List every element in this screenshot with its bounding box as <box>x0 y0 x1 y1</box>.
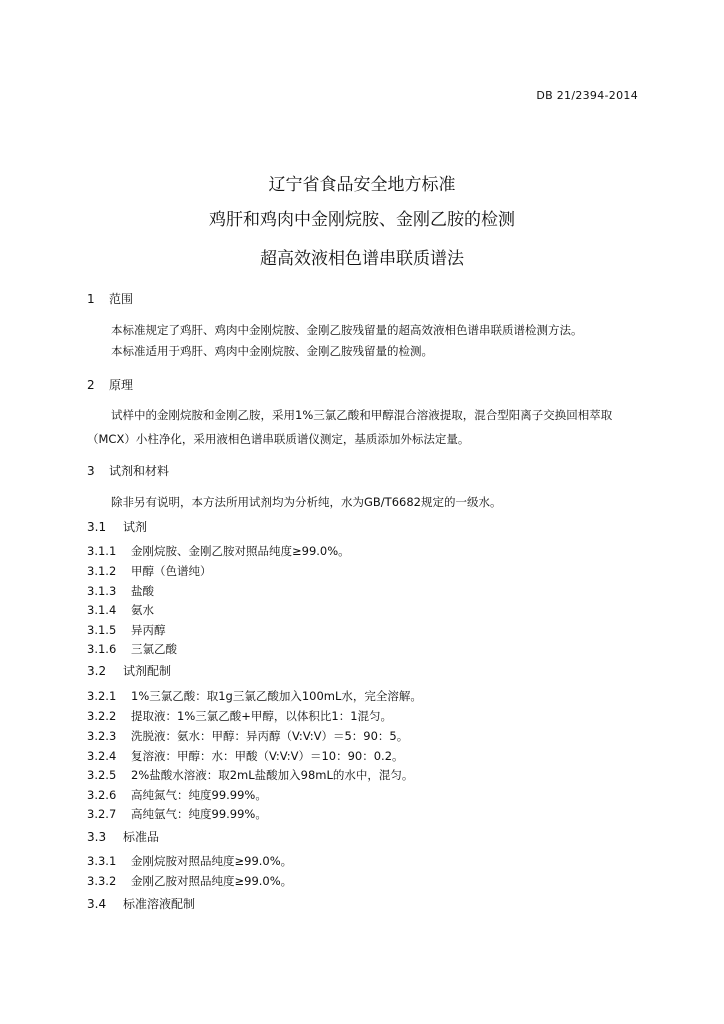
item-text: 金刚烷胺、金刚乙胺对照品纯度≥99.0%。 <box>131 544 350 558</box>
item-number: 3.3.2 <box>87 874 117 888</box>
list-item <box>87 767 413 783</box>
item-text: 盐酸 <box>131 584 154 598</box>
list-item <box>87 688 422 704</box>
subsection-title: 标准溶液配制 <box>123 897 196 911</box>
item-text: 异丙醇 <box>131 623 166 637</box>
item-number: 3.2.3 <box>87 729 117 743</box>
subsection-heading-3-1 <box>87 518 147 535</box>
item-text: 高纯氮气：纯度99.99%。 <box>131 788 267 802</box>
subsection-title: 标准品 <box>123 830 160 844</box>
item-number: 3.2.7 <box>87 807 117 821</box>
item-text: 甲醇（色谱纯） <box>131 564 212 578</box>
item-text: 2%盐酸水溶液：取2mL盐酸加入98mL的水中，混匀。 <box>131 768 414 782</box>
list-item <box>87 748 404 764</box>
section-heading-principle <box>87 376 133 393</box>
principle-paragraph: 试样中的金刚烷胺和金刚乙胺，采用1%三氯乙酸和甲醇混合溶液提取，混合型阳离子交换回相萃取（MCX）小柱净化，采用液相色谱串联质谱仪测定，基质添加外标法定量。 <box>87 408 613 446</box>
subsection-number: 3.2 <box>87 664 107 678</box>
item-number: 3.1.2 <box>87 564 117 578</box>
section-heading-reagents <box>87 462 169 479</box>
standard-code: DB 21/2394-2014 <box>536 89 638 102</box>
list-item <box>87 622 166 638</box>
list-item <box>87 563 212 579</box>
subsection-number: 3.1 <box>87 520 107 534</box>
document-title-line3: 超高效液相色谱串联质谱法 <box>260 249 464 269</box>
list-item <box>87 543 350 559</box>
section-title: 试剂和材料 <box>109 464 170 478</box>
item-number: 3.2.6 <box>87 788 117 802</box>
item-number: 3.1.6 <box>87 642 117 656</box>
list-item <box>87 853 292 869</box>
item-text: 复溶液：甲醇：水：甲酸（V:V:V）＝10：90：0.2。 <box>131 749 404 763</box>
list-item <box>87 787 267 803</box>
item-number: 3.2.1 <box>87 689 117 703</box>
subsection-number: 3.4 <box>87 897 107 911</box>
item-text: 金刚乙胺对照品纯度≥99.0%。 <box>131 874 293 888</box>
subsection-heading-3-2 <box>87 662 171 679</box>
subsection-heading-3-4 <box>87 895 195 912</box>
list-item <box>87 728 408 744</box>
subsection-heading-3-3 <box>87 828 159 845</box>
item-number: 3.2.5 <box>87 768 117 782</box>
list-item <box>87 873 292 889</box>
item-text: 提取液：1%三氯乙酸+甲醇，以体积比1：1混匀。 <box>131 709 393 723</box>
list-item <box>87 806 267 822</box>
item-number: 3.1.1 <box>87 544 117 558</box>
item-text: 三氯乙酸 <box>131 642 177 656</box>
item-text: 洗脱液：氨水：甲醇：异丙醇（V:V:V）＝5：90：5。 <box>131 729 409 743</box>
subsection-title: 试剂配制 <box>123 664 172 678</box>
list-item <box>87 583 154 599</box>
item-text: 金刚烷胺对照品纯度≥99.0%。 <box>131 854 293 868</box>
item-text: 氨水 <box>131 603 154 617</box>
item-number: 3.2.2 <box>87 709 117 723</box>
section-heading-scope <box>87 290 133 307</box>
item-text: 高纯氩气：纯度99.99%。 <box>131 807 267 821</box>
item-text: 1%三氯乙酸：取1g三氯乙酸加入100mL水，完全溶解。 <box>131 689 422 703</box>
section-number: 1 <box>87 292 95 306</box>
list-item <box>87 641 177 657</box>
list-item <box>87 602 154 618</box>
item-number: 3.1.5 <box>87 623 117 637</box>
document-title-line2: 鸡肝和鸡肉中金刚烷胺、金刚乙胺的检测 <box>209 210 515 230</box>
section-number: 3 <box>87 464 95 478</box>
item-number: 3.1.4 <box>87 603 117 617</box>
scope-paragraph-2: 本标准适用于鸡肝、鸡肉中金刚烷胺、金刚乙胺残留量的检测。 <box>111 344 433 358</box>
subsection-title: 试剂 <box>123 520 148 534</box>
scope-paragraph-1: 本标准规定了鸡肝、鸡肉中金刚烷胺、金刚乙胺残留量的超高效液相色谱串联质谱检测方法。 <box>111 323 583 337</box>
reagents-paragraph: 除非另有说明，本方法所用试剂均为分析纯，水为GB/T6682规定的一级水。 <box>111 495 502 509</box>
item-number: 3.2.4 <box>87 749 117 763</box>
list-item <box>87 708 392 724</box>
document-title-line1: 辽宁省食品安全地方标准 <box>268 175 456 195</box>
section-number: 2 <box>87 378 95 392</box>
item-number: 3.1.3 <box>87 584 117 598</box>
section-title: 范围 <box>109 292 134 306</box>
section-title: 原理 <box>109 378 134 392</box>
subsection-number: 3.3 <box>87 830 107 844</box>
item-number: 3.3.1 <box>87 854 117 868</box>
